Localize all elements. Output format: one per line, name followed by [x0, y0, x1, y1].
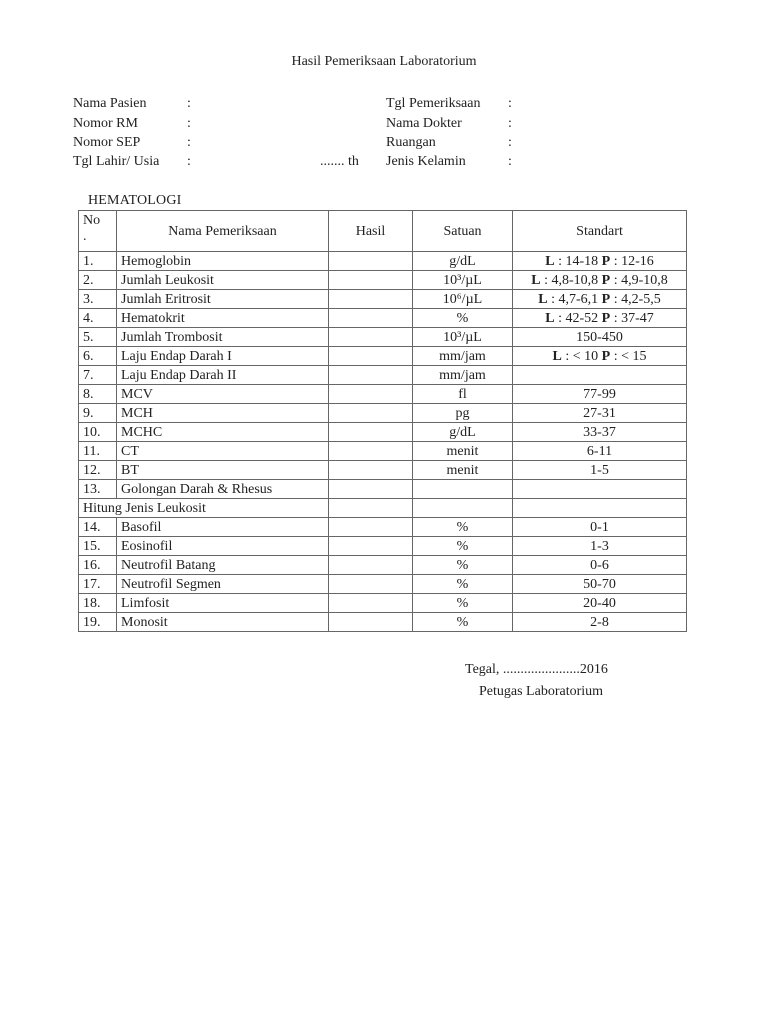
label-ruangan: Ruangan	[386, 135, 436, 150]
male-label: L	[545, 253, 555, 269]
result-cell[interactable]	[329, 290, 413, 309]
table-row	[79, 594, 687, 613]
row-number: 15.	[79, 537, 117, 556]
unit-cell: 10⁶/µL	[413, 290, 513, 309]
header-unit: Satuan	[413, 211, 513, 252]
unit-cell: menit	[413, 461, 513, 480]
row-number: 11.	[79, 442, 117, 461]
label-nomor-rm: Nomor RM	[73, 116, 138, 131]
row-number: 3.	[79, 290, 117, 309]
unit-cell: mm/jam	[413, 366, 513, 385]
standard-cell	[513, 366, 687, 385]
unit-cell: pg	[413, 404, 513, 423]
exam-name: BT	[117, 461, 329, 480]
row-number: 12.	[79, 461, 117, 480]
label-tgl-pemeriksaan: Tgl Pemeriksaan	[386, 96, 481, 111]
male-label: L	[538, 291, 548, 307]
standard-cell: 6-11	[513, 442, 687, 461]
unit-cell: %	[413, 518, 513, 537]
standard-cell: 0-1	[513, 518, 687, 537]
male-range: : 4,7-6,1	[547, 291, 602, 307]
exam-name: CT	[117, 442, 329, 461]
male-range: : 4,8-10,8	[540, 272, 602, 288]
unit-cell	[413, 480, 513, 499]
exam-name: Limfosit	[117, 594, 329, 613]
standard-cell: 150-450	[513, 328, 687, 347]
table-row	[79, 537, 687, 556]
signature-role: Petugas Laboratorium	[479, 684, 604, 699]
standard-cell: 50-70	[513, 575, 687, 594]
header-standard: Standart	[513, 211, 687, 252]
standard-cell	[513, 252, 687, 271]
colon: :	[508, 135, 512, 150]
age-suffix: ....... th	[320, 154, 359, 169]
label-tgl-lahir-usia: Tgl Lahir/ Usia	[73, 154, 160, 169]
result-cell[interactable]	[329, 423, 413, 442]
result-cell[interactable]	[329, 328, 413, 347]
table-row	[79, 347, 687, 366]
table-row	[79, 480, 687, 499]
header-result: Hasil	[329, 211, 413, 252]
row-number: 16.	[79, 556, 117, 575]
result-cell[interactable]	[329, 518, 413, 537]
empty-cell	[513, 499, 687, 518]
row-number: 17.	[79, 575, 117, 594]
unit-cell: %	[413, 556, 513, 575]
exam-name: Hemoglobin	[117, 252, 329, 271]
standard-cell: 33-37	[513, 423, 687, 442]
result-cell[interactable]	[329, 575, 413, 594]
colon: :	[187, 116, 191, 131]
signature-place-date: Tegal, ......................2016	[465, 662, 608, 677]
exam-name: Hematokrit	[117, 309, 329, 328]
exam-name: Jumlah Trombosit	[117, 328, 329, 347]
standard-cell: 0-6	[513, 556, 687, 575]
table-row	[79, 423, 687, 442]
colon: :	[508, 154, 512, 169]
exam-name: Neutrofil Segmen	[117, 575, 329, 594]
colon: :	[508, 116, 512, 131]
page-title: Hasil Pemeriksaan Laboratorium	[291, 54, 477, 69]
result-cell[interactable]	[329, 252, 413, 271]
header-name: Nama Pemeriksaan	[117, 211, 329, 252]
result-cell[interactable]	[329, 347, 413, 366]
empty-cell	[329, 499, 413, 518]
lab-results-table	[78, 210, 687, 632]
female-range: : 4,9-10,8	[610, 272, 668, 288]
exam-name: Golongan Darah & Rhesus	[117, 480, 329, 499]
unit-cell: g/dL	[413, 252, 513, 271]
result-cell[interactable]	[329, 309, 413, 328]
exam-name: Monosit	[117, 613, 329, 632]
result-cell[interactable]	[329, 594, 413, 613]
table-row	[79, 328, 687, 347]
unit-cell: %	[413, 613, 513, 632]
row-number: 5.	[79, 328, 117, 347]
result-cell[interactable]	[329, 480, 413, 499]
group-label: Hitung Jenis Leukosit	[79, 499, 329, 518]
unit-cell: %	[413, 594, 513, 613]
exam-name: MCH	[117, 404, 329, 423]
result-cell[interactable]	[329, 556, 413, 575]
standard-cell: 27-31	[513, 404, 687, 423]
female-label: P	[601, 348, 611, 364]
exam-name: Laju Endap Darah I	[117, 347, 329, 366]
unit-cell: g/dL	[413, 423, 513, 442]
unit-cell: %	[413, 537, 513, 556]
table-row	[79, 518, 687, 537]
exam-name: Eosinofil	[117, 537, 329, 556]
male-range: : 42-52	[554, 310, 602, 326]
row-number: 1.	[79, 252, 117, 271]
standard-cell	[513, 347, 687, 366]
row-number: 7.	[79, 366, 117, 385]
unit-cell: 10³/µL	[413, 328, 513, 347]
empty-cell	[413, 499, 513, 518]
exam-name: Jumlah Leukosit	[117, 271, 329, 290]
colon: :	[187, 154, 191, 169]
row-number: 2.	[79, 271, 117, 290]
table-header-row	[79, 211, 687, 252]
standard-cell: 77-99	[513, 385, 687, 404]
result-cell[interactable]	[329, 271, 413, 290]
table-row	[79, 556, 687, 575]
colon: :	[508, 96, 512, 111]
result-cell[interactable]	[329, 366, 413, 385]
result-cell[interactable]	[329, 537, 413, 556]
row-number: 18.	[79, 594, 117, 613]
colon: :	[187, 96, 191, 111]
table-row	[79, 575, 687, 594]
exam-name: MCV	[117, 385, 329, 404]
female-range: : 37-47	[610, 310, 654, 326]
unit-cell: menit	[413, 442, 513, 461]
male-label: L	[545, 310, 555, 326]
female-label: P	[601, 272, 611, 288]
standard-cell	[513, 271, 687, 290]
male-label: L	[552, 348, 562, 364]
male-range: : < 10	[561, 348, 602, 364]
female-label: P	[601, 310, 611, 326]
exam-name: Jumlah Eritrosit	[117, 290, 329, 309]
label-nama-dokter: Nama Dokter	[386, 116, 462, 131]
unit-cell: 10³/µL	[413, 271, 513, 290]
exam-name: Neutrofil Batang	[117, 556, 329, 575]
result-cell[interactable]	[329, 442, 413, 461]
result-cell[interactable]	[329, 385, 413, 404]
table-row	[79, 442, 687, 461]
table-row	[79, 252, 687, 271]
row-number: 10.	[79, 423, 117, 442]
exam-name: Basofil	[117, 518, 329, 537]
table-row	[79, 366, 687, 385]
unit-cell: %	[413, 309, 513, 328]
header-no: No .	[79, 211, 117, 252]
row-number: 4.	[79, 309, 117, 328]
male-label: L	[531, 272, 541, 288]
exam-name: Laju Endap Darah II	[117, 366, 329, 385]
label-nomor-sep: Nomor SEP	[73, 135, 141, 150]
unit-cell: mm/jam	[413, 347, 513, 366]
female-label: P	[601, 291, 611, 307]
female-label: P	[601, 253, 611, 269]
row-number: 9.	[79, 404, 117, 423]
standard-cell: 1-5	[513, 461, 687, 480]
table-row	[79, 271, 687, 290]
standard-cell: 1-3	[513, 537, 687, 556]
row-number: 8.	[79, 385, 117, 404]
label-jenis-kelamin: Jenis Kelamin	[386, 154, 466, 169]
table-row	[79, 404, 687, 423]
female-range: : 12-16	[610, 253, 654, 269]
row-number: 6.	[79, 347, 117, 366]
result-cell[interactable]	[329, 613, 413, 632]
standard-cell	[513, 309, 687, 328]
table-row	[79, 461, 687, 480]
colon: :	[187, 135, 191, 150]
standard-cell: 2-8	[513, 613, 687, 632]
table-row	[79, 290, 687, 309]
table-row	[79, 309, 687, 328]
male-range: : 14-18	[554, 253, 602, 269]
unit-cell: fl	[413, 385, 513, 404]
result-cell[interactable]	[329, 404, 413, 423]
label-nama-pasien: Nama Pasien	[73, 96, 147, 111]
female-range: : < 15	[610, 348, 647, 364]
table-row	[79, 385, 687, 404]
row-number: 13.	[79, 480, 117, 499]
standard-cell	[513, 480, 687, 499]
standard-cell	[513, 290, 687, 309]
standard-cell: 20-40	[513, 594, 687, 613]
female-range: : 4,2-5,5	[610, 291, 661, 307]
table-row	[79, 613, 687, 632]
result-cell[interactable]	[329, 461, 413, 480]
row-number: 19.	[79, 613, 117, 632]
row-number: 14.	[79, 518, 117, 537]
exam-name: MCHC	[117, 423, 329, 442]
section-title: HEMATOLOGI	[88, 193, 182, 208]
table-group-row	[79, 499, 687, 518]
unit-cell: %	[413, 575, 513, 594]
